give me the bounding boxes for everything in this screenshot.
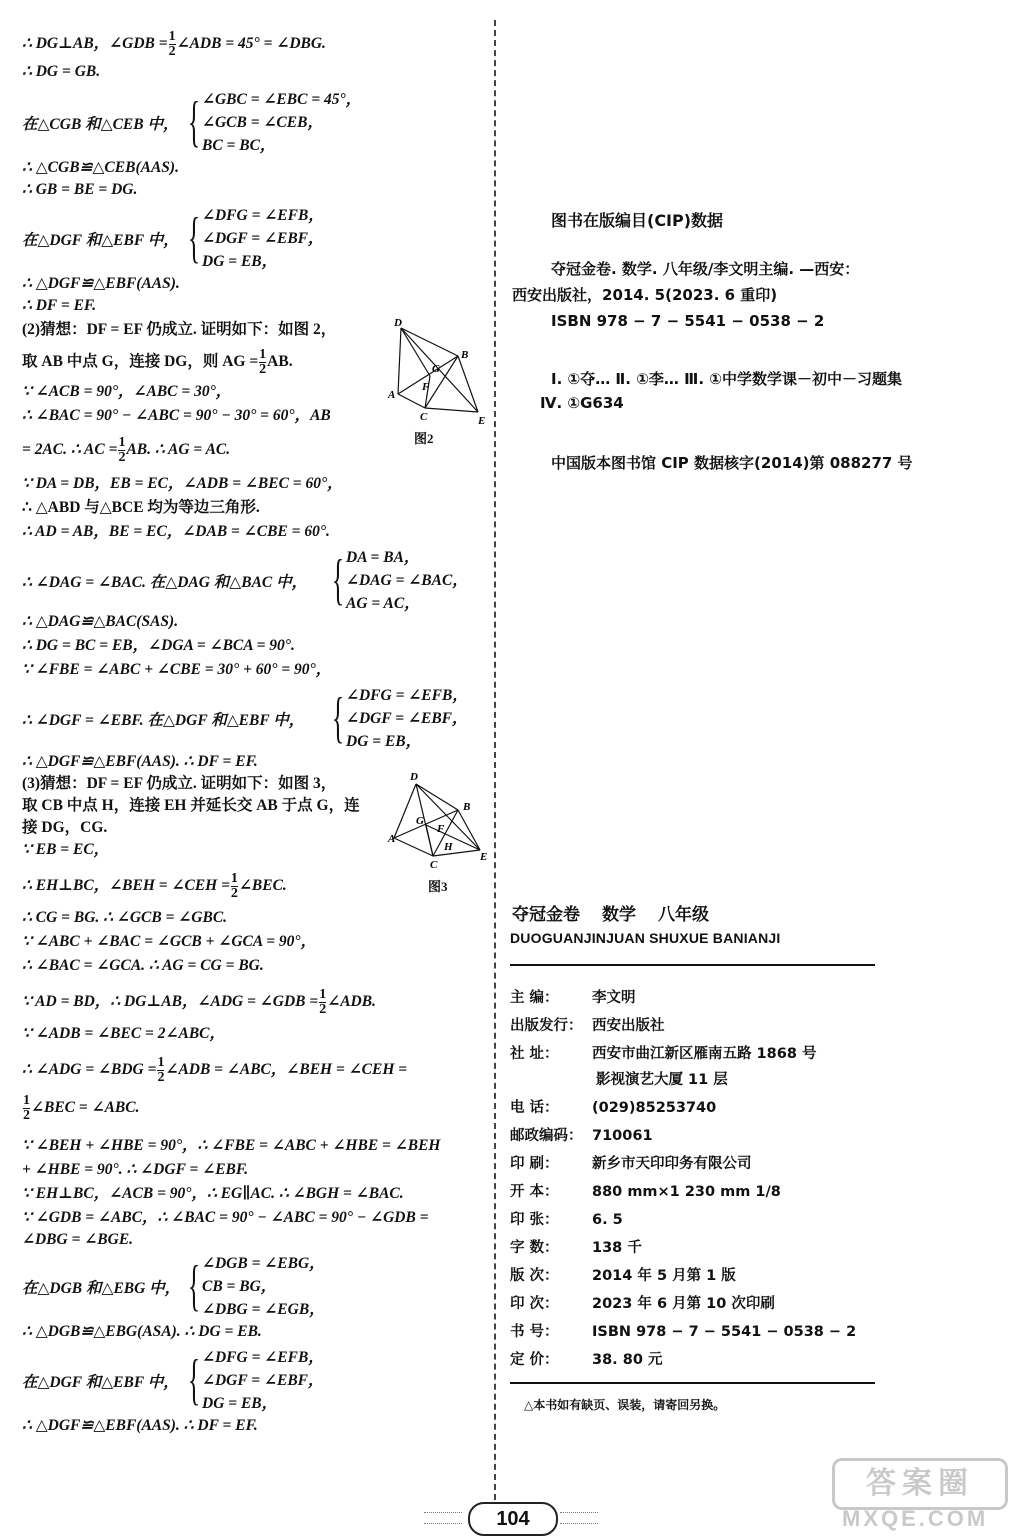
point-label-D: D [410,771,418,783]
info-row: 字 数： 138 千 [510,1240,642,1256]
brace-icon: { [188,1255,201,1317]
system-items: ∠DFG = ∠EFB， ∠DGF = ∠EBF， DG = EB， [202,1349,324,1412]
solution-line: ∴ DG⊥AB，∠GDB = $\frac{1}{2}$ ∠ADB = 45° = ∠DBG. [22,29,326,59]
point-label-G: G [432,363,440,375]
brace-icon: { [188,1349,201,1411]
solution-line: ∴ DG = GB. [22,63,101,80]
point-label-E: E [480,851,488,863]
figure-caption: 图3 [428,879,448,894]
book-title-pinyin: DUOGUANJINJUAN SHUXUE BANIANJI [510,930,781,946]
point-label-H: H [444,841,453,853]
solution-line: ∴ DG = BC = EB，∠DGA = ∠BCA = 90°. [22,637,295,654]
geometry-figure-2 [388,316,488,426]
point-label-D: D [394,317,402,329]
solution-line: ∴ △CGB≌△CEB(AAS). [22,159,179,176]
info-row: 版 次： 2014 年 5 月第 1 版 [510,1268,736,1284]
figure-caption: 图2 [414,431,434,446]
point-label-C: C [420,411,428,423]
info-row: 印 刷： 新乡市天印印务有限公司 [510,1156,752,1172]
page-ornament [424,1512,462,1524]
cip-line: 西安出版社，2014. 5(2023. 6 重印) [512,286,778,304]
solution-line: ∠DBG = ∠BGE. [22,1231,134,1248]
cip-heading: 图书在版编目(CIP)数据 [551,211,724,230]
point-label-B: B [461,349,469,361]
page-number: 104 [468,1502,558,1536]
solution-line: ∵ AD = BD，∴ DG⊥AB，∠ADG = ∠GDB = $\frac{1}{2}$ ∠ADB. [22,987,376,1017]
fraction: $\frac{1}{2}$ [319,987,327,1017]
info-row: 印 张： 6. 5 [510,1212,623,1228]
solution-line: + ∠HBE = 90°. ∴ ∠DGF = ∠EBF. [22,1161,249,1178]
info-row: 出版发行： 西安出版社 [510,1018,665,1034]
fraction: $\frac{1}{2}$ [230,871,238,901]
page-ornament [560,1512,598,1524]
book-title: 夺冠金卷 数学 八年级 [512,905,709,925]
point-label-E: E [478,415,486,427]
solution-line: ∴ △DAG≌△BAC(SAS). [22,613,179,630]
brace-icon: { [188,91,201,153]
equation-system [22,204,422,276]
solution-line: ∴ △DGF≌△EBF(AAS). [22,275,180,292]
divider-line [510,1382,875,1384]
info-row: 定 价： 38. 80 元 [510,1352,663,1368]
cip-classification: Ⅳ. ①G634 [540,394,624,412]
cip-isbn: ISBN 978 − 7 − 5541 − 0538 − 2 [551,312,825,330]
solution-line: 取 AB 中点 G，连接 DG，则 AG = $\frac{1}{2}$ AB. [22,347,293,377]
equation-system [22,1252,422,1324]
fraction: $\frac{1}{2}$ [118,435,126,465]
brace-icon: { [188,207,201,269]
solution-line: ∴ △DGB≌△EBG(ASA). ∴ DG = EB. [22,1323,262,1340]
system-lead: 在△DGB 和△EBG 中， [22,1280,181,1297]
system-lead: 在△DGF 和△EBF 中， [22,1374,179,1391]
point-label-F: F [422,381,430,393]
equation-system [22,88,422,160]
system-lead: ∴ ∠DAG = ∠BAC. 在△DAG 和△BAC 中， [22,574,308,591]
fraction: $\frac{1}{2}$ [23,1093,30,1123]
system-lead: 在△DGF 和△EBF 中， [22,232,179,249]
solution-line: ∵ EB = EC， [22,841,110,858]
info-row: 影视演艺大厦 11 层 [596,1072,728,1088]
solution-line: (2)猜想：DF = EF 仍成立. 证明如下：如图 2， [22,321,337,338]
system-items: ∠DFG = ∠EFB， ∠DGF = ∠EBF， DG = EB， [346,687,468,750]
info-row: 主 编： 李文明 [510,990,636,1006]
system-lead: 在△CGB 和△CEB 中， [22,116,179,133]
cip-classification: Ⅰ. ①夺… Ⅱ. ①李… Ⅲ. ①中学数学课－初中－习题集 [551,370,902,388]
solution-line: ∵ ∠ADB = ∠BEC = 2∠ABC， [22,1025,226,1042]
solution-line: 接 DG，CG. [22,819,108,836]
solution-line: ∴ △ABD 与△BCE 均为等边三角形. [22,499,260,516]
system-items: DA = BA， ∠DAG = ∠BAC， AG = AC， [346,549,468,612]
fraction: $\frac{1}{2}$ [168,29,176,59]
info-row: 社 址： 西安市曲江新区雁南五路 1868 号 [510,1046,817,1062]
point-label-A: A [388,389,396,401]
brace-icon: { [332,549,345,611]
solution-line: ∴ GB = BE = DG. [22,181,138,198]
system-items: ∠DFG = ∠EFB， ∠DGF = ∠EBF， DG = EB， [202,207,324,270]
solution-line: = 2AC. ∴ AC = $\frac{1}{2}$ AB. ∴ AG = AC. [22,435,231,465]
solution-line: $\frac{1}{2}$ ∠BEC = ∠ABC. [23,1093,140,1123]
point-label-G: G [416,815,424,827]
solution-line: ∴ ∠ADG = ∠BDG = $\frac{1}{2}$ ∠ADB = ∠ABC，∠BEH = ∠CEH = [22,1055,408,1085]
info-row: 电 话： (029)85253740 [510,1100,717,1116]
solution-line: ∵ DA = DB，EB = EC，∠ADB = ∠BEC = 60°， [22,475,343,492]
equation-system [22,684,482,756]
info-row: 开 本： 880 mm×1 230 mm 1/8 [510,1184,781,1200]
solution-line: ∵ ∠BEH + ∠HBE = 90°，∴ ∠FBE = ∠ABC + ∠HBE = ∠BEH [22,1137,441,1154]
fraction: $\frac{1}{2}$ [259,347,267,377]
equation-system [22,1346,422,1418]
geometry-figure-3 [388,770,488,870]
solution-line: ∴ △DGF≌△EBF(AAS). ∴ DF = EF. [22,1417,258,1434]
figure-2 [388,316,488,446]
solution-line: ∴ △DGF≌△EBF(AAS). ∴ DF = EF. [22,753,258,770]
solution-line: ∴ EH⊥BC，∠BEH = ∠CEH = $\frac{1}{2}$ ∠BEC. [22,871,287,901]
solution-line: 取 CB 中点 H，连接 EH 并延长交 AB 于点 G，连 [22,797,360,814]
solution-line: ∵ ∠ABC + ∠BAC = ∠GCB + ∠GCA = 90°， [22,933,317,950]
solution-line: ∴ AD = AB，BE = EC，∠DAB = ∠CBE = 60°. [22,523,330,540]
cip-line: 夺冠金卷. 数学. 八年级/李文明主编. —西安： [551,260,860,278]
divider-line [510,964,875,966]
figure-3 [388,770,488,894]
watermark-logo: 答案圈 MXQE.COM [832,1458,1002,1530]
system-items: ∠GBC = ∠EBC = 45°， ∠GCB = ∠CEB， BC = BC， [202,91,362,154]
point-label-A: A [388,833,396,845]
solution-line: ∵ EH⊥BC，∠ACB = 90°，∴ EG∥AC. ∴ ∠BGH = ∠BAC. [22,1185,404,1202]
solution-line: ∵ ∠FBE = ∠ABC + ∠CBE = 30° + 60° = 90°， [22,661,332,678]
solution-line: ∴ CG = BG. ∴ ∠GCB = ∠GBC. [22,909,228,926]
info-row: 邮政编码： 710061 [510,1128,653,1144]
solution-line: (3)猜想：DF = EF 仍成立. 证明如下：如图 3， [22,775,337,792]
equation-system [22,546,482,618]
fraction: $\frac{1}{2}$ [157,1055,165,1085]
system-items: ∠DGB = ∠EBG， CB = BG， ∠DBG = ∠EGB， [202,1255,325,1318]
column-divider [494,20,496,1500]
solution-line: ∵ ∠GDB = ∠ABC，∴ ∠BAC = 90° − ∠ABC = 90° − ∠GDB = [22,1209,429,1226]
solution-line: ∵ ∠ACB = 90°，∠ABC = 30°， [22,383,232,400]
info-row: 书 号： ISBN 978 − 7 − 5541 − 0538 − 2 [510,1324,857,1340]
solution-line: ∴ ∠BAC = 90° − ∠ABC = 90° − 30° = 60°，AB [22,407,331,424]
cip-record-number: 中国版本图书馆 CIP 数据核字(2014)第 088277 号 [551,454,913,472]
solution-line: ∴ DF = EF. [22,297,97,314]
point-label-B: B [463,801,471,813]
point-label-C: C [430,859,438,871]
brace-icon: { [332,687,345,749]
info-row: 印 次： 2023 年 6 月第 10 次印刷 [510,1296,775,1312]
point-label-F: F [437,823,445,835]
solution-line: ∴ ∠BAC = ∠GCA. ∴ AG = CG = BG. [22,957,264,974]
system-lead: ∴ ∠DGF = ∠EBF. 在△DGF 和△EBF 中， [22,712,305,729]
defect-notice: △本书如有缺页、误装，请寄回另换。 [524,1398,726,1412]
